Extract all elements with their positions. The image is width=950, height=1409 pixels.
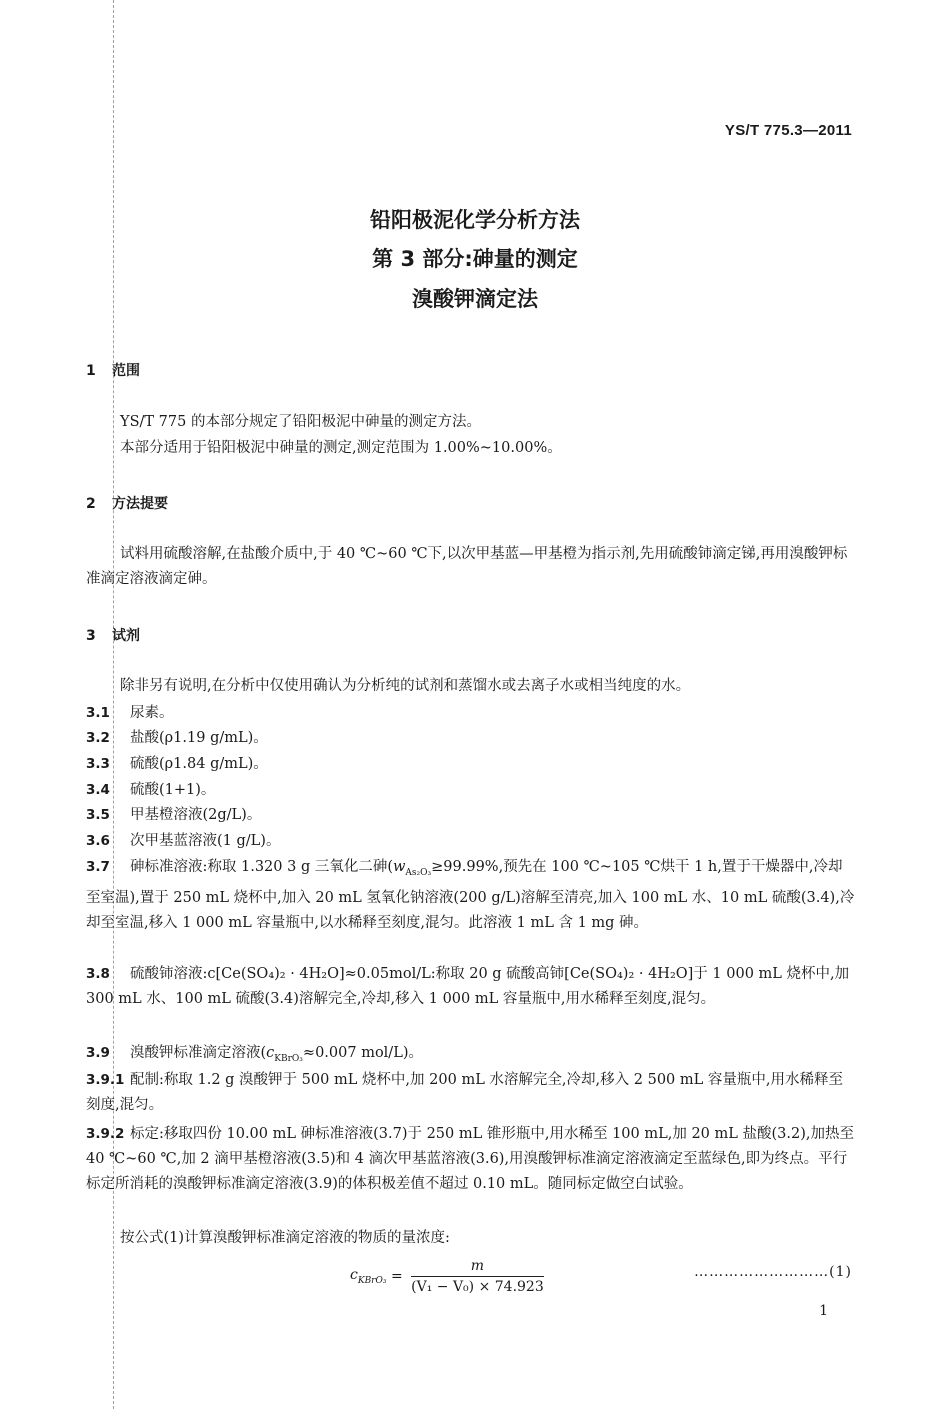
section-heading-scope xyxy=(86,360,140,380)
standard-code: YS/T 775.3—2011 xyxy=(724,122,852,139)
item-text: 溴酸钾标准滴定溶液( xyxy=(130,1045,267,1061)
section-title: 方法提要 xyxy=(112,496,168,512)
item-text: ≥99.99%,预先在 100 ℃~105 ℃烘干 1 h,置于干燥器中,冷却至室温),置于 250 mL 烧杯中,加入 20 mL 氢氧化钠溶液(200 g/L)溶解至清亮,加入 100 mL 水、10 mL 硫酸(3.4),冷却至室温,移入 1 000 mL 容量瓶中,以水稀释至刻度,混匀。此溶液 1 mL 含 1 mg 砷。 xyxy=(86,859,855,931)
section-title: 试剂 xyxy=(112,628,140,644)
list-item xyxy=(86,726,856,751)
denominator: (V₁ − V₀) × 74.923 xyxy=(411,1279,544,1295)
document-subtitle-method: 溴酸钾滴定法 xyxy=(412,287,538,311)
item-text: 次甲基蓝溶液(1 g/L)。 xyxy=(130,833,281,849)
numerator: m xyxy=(411,1258,544,1277)
formula-symbol: c xyxy=(350,1267,358,1284)
item-number: 3.7 xyxy=(86,859,110,875)
item-number: 3.1 xyxy=(86,705,110,721)
concentration-symbol: c xyxy=(266,1045,275,1061)
item-number: 3.9.1 xyxy=(86,1072,125,1088)
paragraph: YS/T 775 的本部分规定了铅阳极泥中砷量的测定方法。 xyxy=(120,414,481,430)
list-item xyxy=(86,803,856,828)
item-text: 配制:称取 1.2 g 溴酸钾于 500 mL 烧杯中,加 200 mL 水溶解完全,冷却,移入 2 500 mL 容量瓶中,用水稀释至刻度,混匀。 xyxy=(86,1072,843,1113)
list-item-cerium-sulfate xyxy=(86,962,856,1012)
mass-fraction-symbol: w xyxy=(393,859,406,875)
list-item xyxy=(86,778,856,803)
paragraph: 本部分适用于铅阳极泥中砷量的测定,测定范围为 1.00%~10.00%。 xyxy=(120,440,562,456)
section-title: 范围 xyxy=(112,363,140,379)
section-heading-reagents xyxy=(86,625,140,645)
list-item-arsenic-standard xyxy=(86,855,856,936)
list-item-standardization xyxy=(86,1122,856,1197)
item-text: 甲基橙溶液(2g/L)。 xyxy=(130,807,262,823)
section-number: 3 xyxy=(86,628,96,644)
section-heading-principle xyxy=(86,493,168,513)
item-text: 尿素。 xyxy=(130,705,174,721)
item-text: 硫酸(1+1)。 xyxy=(130,782,216,798)
item-text: 盐酸(ρ1.19 g/mL)。 xyxy=(130,730,268,746)
item-number: 3.3 xyxy=(86,756,110,772)
item-text: 硫酸铈溶液:c[Ce(SO₄)₂ · 4H₂O]≈0.05mol/L:称取 20 g 硫酸高铈[Ce(SO₄)₂ · 4H₂O]于 1 000 mL 烧杯中,加 300 mL 水、100 mL 硫酸(3.4)溶解完全,冷却,移入 1 000 mL 容量瓶中,用水稀释至刻度,混匀。 xyxy=(86,966,850,1007)
fraction xyxy=(411,1258,544,1295)
document-title: 铅阳极泥化学分析方法 xyxy=(370,208,580,232)
item-number: 3.6 xyxy=(86,833,110,849)
paragraph: 试料用硫酸溶解,在盐酸介质中,于 40 ℃~60 ℃下,以次甲基蓝—甲基橙为指示剂,先用硫酸铈滴定锑,再用溴酸钾标准滴定溶液滴定砷。 xyxy=(86,546,848,587)
formula-subscript: KBrO₃ xyxy=(357,1275,387,1286)
equation-number: ………………………(1) xyxy=(694,1264,852,1280)
formula-lhs xyxy=(350,1267,386,1286)
item-text: 标定:移取四份 10.00 mL 砷标准溶液(3.7)于 250 mL 锥形瓶中,用水稀至 100 mL,加 20 mL 盐酸(3.2),加热至 40 ℃~60 ℃,加 2 滴甲基橙溶液(3.5)和 4 滴次甲基蓝溶液(3.6),用溴酸钾标准滴定溶液滴定至蓝绿色,即为终点。平行标定所消耗的溴酸钾标准滴定溶液(3.9)的体积极差值不超过 0.10 mL。随同标定做空白试验。 xyxy=(86,1126,854,1192)
paragraph: 除非另有说明,在分析中仅使用确认为分析纯的试剂和蒸馏水或去离子水或相当纯度的水。 xyxy=(120,678,691,694)
list-item xyxy=(86,752,856,777)
item-text: ≈0.007 mol/L)。 xyxy=(302,1045,423,1061)
formula xyxy=(350,1258,544,1295)
formula-intro: 按公式(1)计算溴酸钾标准滴定溶液的物质的量浓度: xyxy=(120,1230,450,1246)
item-number: 3.9 xyxy=(86,1045,110,1061)
item-text: 砷标准溶液:称取 1.320 3 g 三氧化二砷( xyxy=(130,859,393,875)
section-number: 1 xyxy=(86,363,96,379)
list-item-preparation xyxy=(86,1068,856,1118)
subscript: As₂O₃ xyxy=(405,867,432,878)
section-number: 2 xyxy=(86,496,96,512)
page-number: 1 xyxy=(819,1303,828,1319)
subscript: KBrO₃ xyxy=(274,1053,303,1064)
document-subtitle-part: 第 3 部分:砷量的测定 xyxy=(372,247,578,271)
item-number: 3.2 xyxy=(86,730,110,746)
item-text: 硫酸(ρ1.84 g/mL)。 xyxy=(130,756,268,772)
item-number: 3.9.2 xyxy=(86,1126,125,1142)
equals-sign: = xyxy=(390,1268,403,1285)
list-item xyxy=(86,701,856,726)
item-number: 3.8 xyxy=(86,966,110,982)
item-number: 3.5 xyxy=(86,807,110,823)
item-number: 3.4 xyxy=(86,782,110,798)
list-item xyxy=(86,829,856,854)
